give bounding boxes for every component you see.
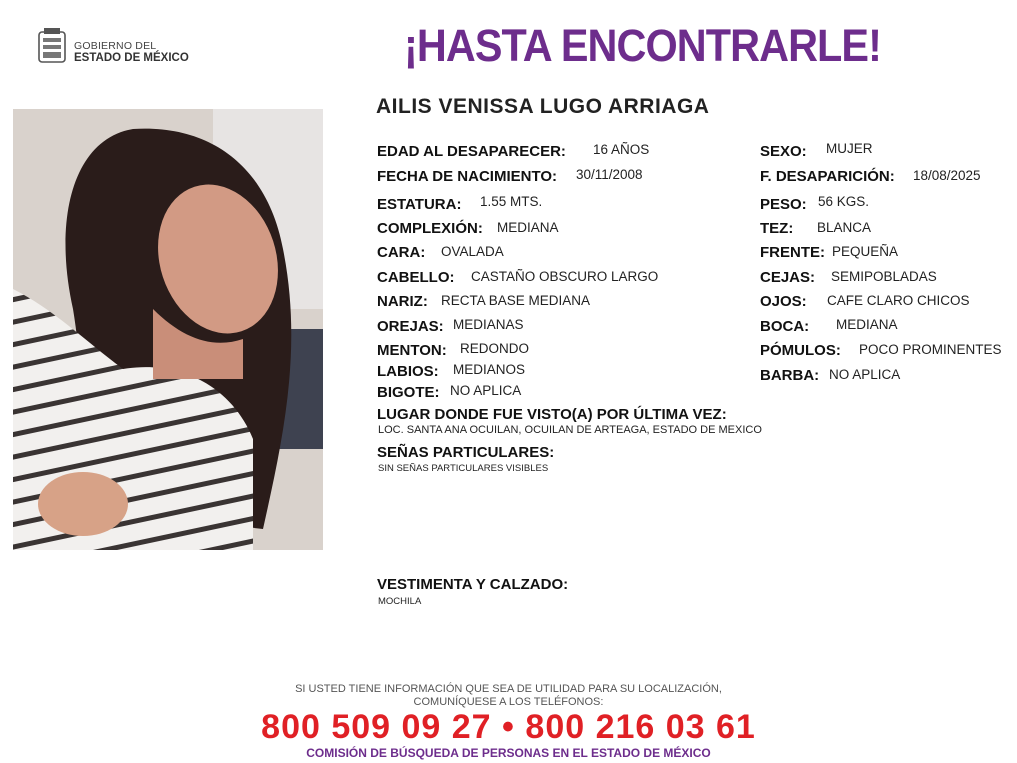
label-orejas: OREJAS:: [377, 318, 444, 335]
value-last-seen: LOC. SANTA ANA OCUILAN, OCUILAN DE ARTEAGA, ESTADO DE MEXICO: [378, 424, 762, 436]
label-last-seen: LUGAR DONDE FUE VISTO(A) POR ÚLTIMA VEZ:: [377, 406, 727, 423]
government-line-2: ESTADO DE MÉXICO: [74, 52, 189, 64]
phone-separator: •: [502, 708, 515, 746]
value-boca: MEDIANA: [836, 317, 898, 332]
label-menton: MENTON:: [377, 342, 447, 359]
label-ojos: OJOS:: [760, 293, 807, 310]
value-estatura: 1.55 MTS.: [480, 194, 543, 209]
label-bigote: BIGOTE:: [377, 384, 440, 401]
value-labios: MEDIANOS: [453, 362, 526, 377]
phone-number-1[interactable]: 800 509 09 27: [261, 708, 492, 746]
phone-numbers: [0, 708, 1017, 747]
label-labios: LABIOS:: [377, 363, 439, 380]
label-edad: EDAD AL DESAPARECER:: [377, 143, 566, 160]
headline: ¡HASTA ENCONTRARLE!: [404, 20, 881, 71]
label-estatura: ESTATURA:: [377, 196, 462, 213]
label-pomulos: PÓMULOS:: [760, 342, 841, 359]
value-desaparicion: 18/08/2025: [913, 168, 981, 183]
label-sexo: SEXO:: [760, 143, 807, 160]
government-logo: [38, 28, 198, 68]
value-nariz: RECTA BASE MEDIANA: [441, 293, 591, 308]
value-menton: REDONDO: [460, 341, 530, 356]
label-particular-marks: SEÑAS PARTICULARES:: [377, 444, 555, 461]
footer-info-line-1: SI USTED TIENE INFORMACIÓN QUE SEA DE UTILIDAD PARA SU LOCALIZACIÓN,: [295, 683, 722, 695]
label-desaparicion: F. DESAPARICIÓN:: [760, 168, 895, 185]
value-cejas: SEMIPOBLADAS: [831, 269, 937, 284]
value-cabello: CASTAÑO OBSCURO LARGO: [471, 269, 659, 284]
value-sexo: MUJER: [826, 141, 873, 156]
label-cabello: CABELLO:: [377, 269, 455, 286]
label-cara: CARA:: [377, 244, 426, 261]
value-bigote: NO APLICA: [450, 383, 522, 398]
government-line-1: GOBIERNO DEL: [74, 40, 157, 52]
value-nacimiento: 30/11/2008: [576, 167, 643, 182]
value-complexion: MEDIANA: [497, 220, 559, 235]
state-seal-icon: [38, 28, 66, 64]
label-frente: FRENTE:: [760, 244, 825, 261]
phone-number-2[interactable]: 800 216 03 61: [525, 708, 756, 746]
value-clothing: MOCHILA: [378, 596, 422, 607]
value-orejas: MEDIANAS: [453, 317, 524, 332]
value-tez: BLANCA: [817, 220, 872, 235]
value-ojos: CAFE CLARO CHICOS: [827, 293, 970, 308]
value-frente: PEQUEÑA: [832, 244, 899, 259]
value-peso: 56 KGS.: [818, 194, 870, 209]
label-cejas: CEJAS:: [760, 269, 816, 286]
person-name: AILIS VENISSA LUGO ARRIAGA: [376, 95, 710, 118]
label-peso: PESO:: [760, 196, 807, 213]
label-barba: BARBA:: [760, 367, 820, 384]
value-particular-marks: SIN SEÑAS PARTICULARES VISIBLES: [378, 463, 549, 474]
label-complexion: COMPLEXIÓN:: [377, 220, 483, 237]
footer-info-line-2: COMUNÍQUESE A LOS TELÉFONOS:: [413, 696, 604, 708]
value-edad: 16 AÑOS: [593, 142, 650, 157]
label-nariz: NARIZ:: [377, 293, 428, 310]
missing-person-photo: [13, 109, 323, 550]
value-pomulos: POCO PROMINENTES: [859, 342, 1002, 357]
label-boca: BOCA:: [760, 318, 810, 335]
label-tez: TEZ:: [760, 220, 794, 237]
label-nacimiento: FECHA DE NACIMIENTO:: [377, 168, 557, 185]
photo-illustration: [13, 109, 323, 550]
value-barba: NO APLICA: [829, 367, 901, 382]
label-clothing: VESTIMENTA Y CALZADO:: [377, 576, 569, 593]
commission-name: COMISIÓN DE BÚSQUEDA DE PERSONAS EN EL ESTADO DE MÉXICO: [306, 746, 711, 760]
value-cara: OVALADA: [441, 244, 504, 259]
